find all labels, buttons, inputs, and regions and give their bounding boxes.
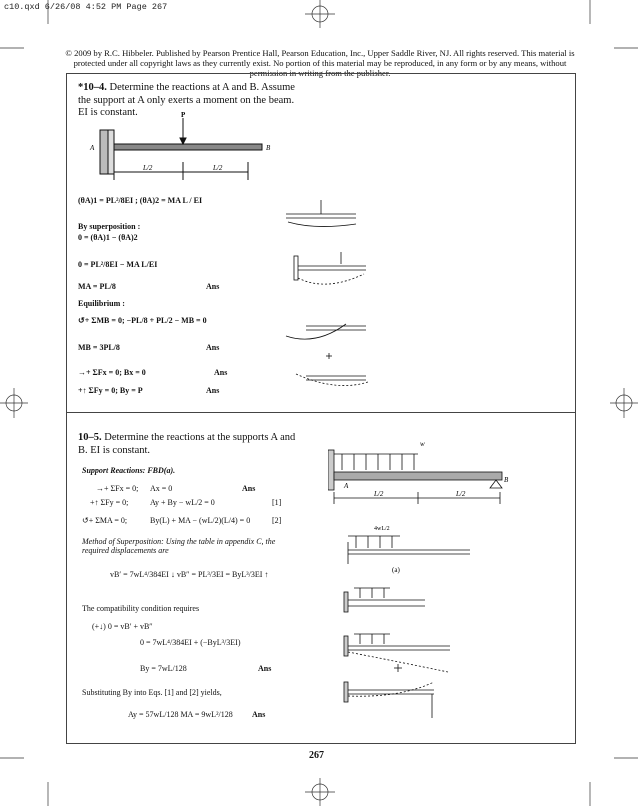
equation-body: Ay + By − wL/2 = 0 bbox=[150, 498, 215, 507]
compat-text: The compatibility condition requires bbox=[82, 604, 200, 613]
problem-text: Determine the reactions at the supports A and B. EI is constant. bbox=[78, 432, 296, 456]
superposition-sketches-2 bbox=[330, 522, 490, 732]
span-label: L/2 bbox=[374, 490, 384, 498]
problem-divider bbox=[66, 412, 576, 413]
answer-label: Ans bbox=[206, 282, 220, 291]
equation-ref: [1] bbox=[272, 498, 282, 507]
equation-label: ↺+ ΣMA = 0; bbox=[82, 516, 128, 525]
answer-label: Ans bbox=[206, 386, 220, 395]
equation-line: (θA)1 = PL²/8EI ; (θA)2 = MA L / EI bbox=[78, 196, 203, 205]
problem-statement-2 bbox=[78, 432, 298, 457]
equation-line: ↺+ ΣMB = 0; −PL/8 + PL/2 − MB = 0 bbox=[78, 316, 207, 325]
equation-label: →+ ΣFx = 0; bbox=[96, 484, 139, 493]
support-a-label: A bbox=[344, 482, 349, 490]
copyright-notice: © 2009 by R.C. Hibbeler. Published by Pearson Prentice Hall, Pearson Education, Inc., Upper Saddle River, NJ. All rights reserved. This material is protected under all copyright laws as they currently exist. No portion of this material may be reproduced, in any form or by any means, without permission in writing from the publisher. bbox=[65, 48, 575, 78]
resultant-label: 4wL/2 bbox=[374, 526, 390, 532]
equation-line: +↑ ΣFy = 0; By = P bbox=[78, 386, 143, 395]
superposition-sketches-1 bbox=[276, 196, 376, 406]
problem-number: *10–4. bbox=[78, 82, 107, 93]
beam-figure-1 bbox=[88, 112, 278, 192]
support-b-label: B bbox=[266, 144, 271, 152]
crop-header: c10.qxd 6/26/08 4:52 PM Page 267 bbox=[4, 2, 168, 12]
equation-body: By(L) + MA − (wL/2)(L/4) = 0 bbox=[150, 516, 251, 525]
problem-number: 10–5. bbox=[78, 432, 102, 443]
load-label: w bbox=[420, 440, 425, 448]
answer-label: Ans bbox=[252, 710, 266, 719]
page-number: 267 bbox=[309, 750, 324, 761]
equation-line: MB = 3PL/8 bbox=[78, 343, 120, 352]
load-label: P bbox=[181, 112, 186, 119]
beam-figure-2 bbox=[328, 436, 518, 516]
fbd-label: (a) bbox=[392, 566, 400, 574]
final-line: Ay = 57wL/128 MA = 9wL²/128 bbox=[128, 710, 233, 719]
span-label: L/2 bbox=[456, 490, 466, 498]
support-b-label: B bbox=[504, 476, 509, 484]
answer-label: Ans bbox=[242, 484, 256, 493]
equation-line: MA = PL/8 bbox=[78, 282, 116, 291]
equation-line: By superposition : bbox=[78, 222, 141, 231]
displacement-line: vB′ = 7wL⁴/384EI ↓ vB″ = PL³/3EI = ByL³/3EI ↑ bbox=[110, 570, 269, 579]
support-a-label: A bbox=[90, 144, 95, 152]
answer-label: Ans bbox=[206, 343, 220, 352]
compat-line: (+↓) 0 = vB′ + vB″ bbox=[92, 622, 153, 631]
equation-body: Ax = 0 bbox=[150, 484, 173, 493]
span-label: L/2 bbox=[213, 164, 223, 172]
answer-label: Ans bbox=[214, 368, 228, 377]
answer-label: Ans bbox=[258, 664, 272, 673]
subst-text: Substituting By into Eqs. [1] and [2] yields, bbox=[82, 688, 222, 697]
equation-label: +↑ ΣFy = 0; bbox=[90, 498, 129, 507]
equation-ref: [2] bbox=[272, 516, 282, 525]
compat-line: By = 7wL/128 bbox=[140, 664, 187, 673]
equation-line: 0 = PL²/8EI − MA L/EI bbox=[78, 260, 158, 269]
equation-line: →+ ΣFx = 0; Bx = 0 bbox=[78, 368, 146, 377]
equation-line: Equilibrium : bbox=[78, 299, 125, 308]
span-label: L/2 bbox=[143, 164, 153, 172]
compat-line: 0 = 7wL⁴/384EI + (−ByL³/3EI) bbox=[140, 638, 241, 647]
problem-text: Determine the reactions at A and B. Assume the support at A only exerts a moment on the beam. EI is constant. bbox=[78, 82, 295, 118]
equation-line: 0 = (θA)1 − (θA)2 bbox=[78, 233, 138, 242]
method-text: Method of Superposition: Using the table in appendix C, the required displacements are bbox=[82, 537, 276, 555]
section-heading: Support Reactions: FBD(a). bbox=[82, 466, 176, 475]
